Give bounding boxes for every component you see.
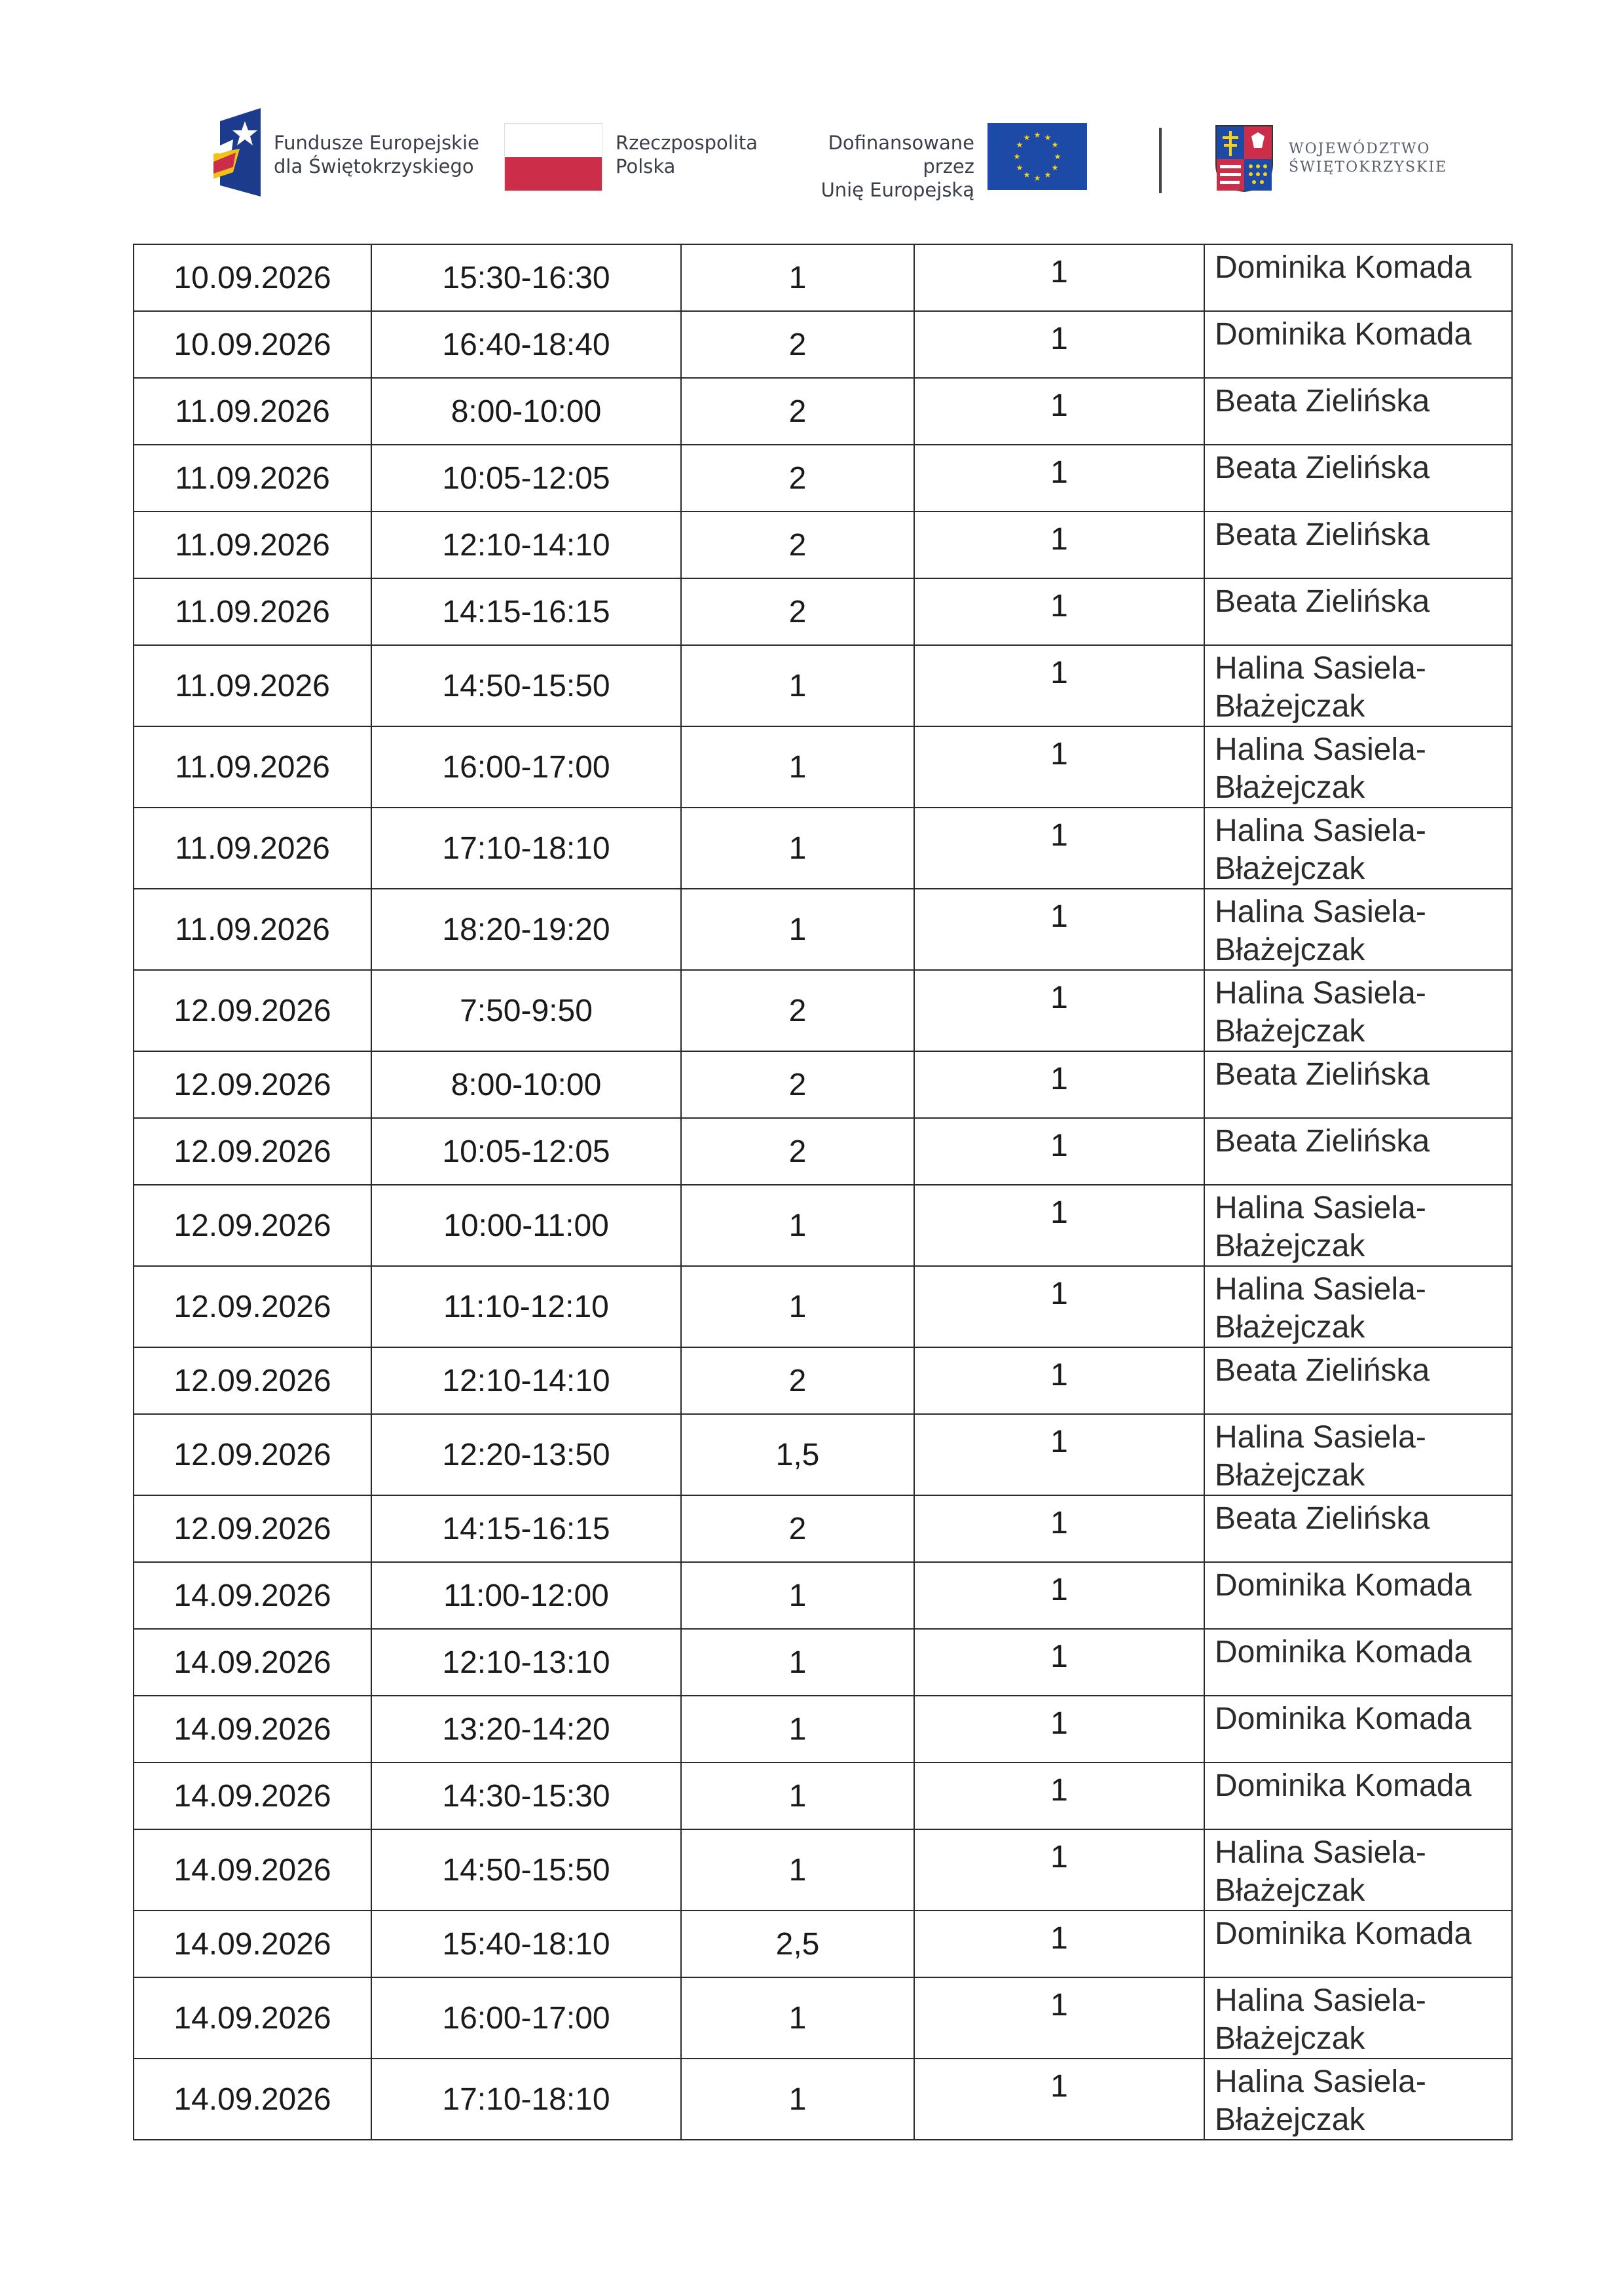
group-cell: 1 xyxy=(914,1696,1204,1763)
time-cell: 14:50-15:50 xyxy=(371,645,681,726)
time-cell: 11:00-12:00 xyxy=(371,1562,681,1629)
table-row xyxy=(134,1051,1512,1118)
time-cell: 12:10-14:10 xyxy=(371,512,681,578)
time-cell: 16:00-17:00 xyxy=(371,1977,681,2059)
group-cell: 1 xyxy=(914,311,1204,378)
trainer-name-cell: Dominika Komada xyxy=(1204,1629,1512,1696)
group-cell: 1 xyxy=(914,1118,1204,1185)
hours-cell: 1 xyxy=(681,889,914,970)
table-row xyxy=(134,1414,1512,1495)
hours-cell: 1 xyxy=(681,244,914,311)
table-row xyxy=(134,1562,1512,1629)
table-row xyxy=(134,1911,1512,1977)
trainer-name-cell: Dominika Komada xyxy=(1204,1911,1512,1977)
date-cell: 14.09.2026 xyxy=(134,1911,371,1977)
time-cell: 10:05-12:05 xyxy=(371,1118,681,1185)
group-cell: 1 xyxy=(914,1051,1204,1118)
time-cell: 16:00-17:00 xyxy=(371,726,681,808)
hours-cell: 1 xyxy=(681,1763,914,1829)
hours-cell: 2,5 xyxy=(681,1911,914,1977)
hours-cell: 1 xyxy=(681,1696,914,1763)
time-cell: 15:40-18:10 xyxy=(371,1911,681,1977)
time-cell: 14:50-15:50 xyxy=(371,1829,681,1911)
schedule-table-body xyxy=(134,244,1512,2140)
trainer-name-cell: Beata Zielińska xyxy=(1204,512,1512,578)
hours-cell: 2 xyxy=(681,1051,914,1118)
trainer-name-cell: Halina Sasiela-Błażejczak xyxy=(1204,1266,1512,1347)
time-cell: 16:40-18:40 xyxy=(371,311,681,378)
time-cell: 12:10-13:10 xyxy=(371,1629,681,1696)
date-cell: 14.09.2026 xyxy=(134,1629,371,1696)
date-cell: 11.09.2026 xyxy=(134,378,371,445)
hours-cell: 1 xyxy=(681,726,914,808)
trainer-name-cell: Dominika Komada xyxy=(1204,244,1512,311)
svg-text:★: ★ xyxy=(1044,170,1052,179)
swietokrzyskie-coat-of-arms-icon xyxy=(1215,124,1274,193)
group-cell: 1 xyxy=(914,512,1204,578)
table-row xyxy=(134,1347,1512,1414)
hours-cell: 2 xyxy=(681,578,914,645)
trainer-name-cell: Beata Zielińska xyxy=(1204,1495,1512,1562)
svg-text:★: ★ xyxy=(1013,152,1021,161)
table-row xyxy=(134,1629,1512,1696)
hours-cell: 1 xyxy=(681,645,914,726)
table-row xyxy=(134,889,1512,970)
group-cell: 1 xyxy=(914,1495,1204,1562)
svg-text:★: ★ xyxy=(1051,163,1059,172)
group-cell: 1 xyxy=(914,889,1204,970)
group-cell: 1 xyxy=(914,445,1204,512)
time-cell: 12:20-13:50 xyxy=(371,1414,681,1495)
date-cell: 11.09.2026 xyxy=(134,445,371,512)
wojewodztwo-label: WOJEWÓDZTWO ŚWIĘTOKRZYSKIE xyxy=(1289,141,1448,176)
date-cell: 11.09.2026 xyxy=(134,726,371,808)
date-cell: 11.09.2026 xyxy=(134,512,371,578)
polish-flag-icon xyxy=(504,123,602,191)
hours-cell: 1 xyxy=(681,1266,914,1347)
trainer-name-cell: Dominika Komada xyxy=(1204,311,1512,378)
trainer-name-cell: Halina Sasiela-Błażejczak xyxy=(1204,1977,1512,2059)
group-cell: 1 xyxy=(914,1829,1204,1911)
date-cell: 11.09.2026 xyxy=(134,808,371,889)
hours-cell: 2 xyxy=(681,1118,914,1185)
time-cell: 10:05-12:05 xyxy=(371,445,681,512)
date-cell: 12.09.2026 xyxy=(134,1347,371,1414)
time-cell: 12:10-14:10 xyxy=(371,1347,681,1414)
table-row xyxy=(134,1118,1512,1185)
hours-cell: 2 xyxy=(681,1495,914,1562)
table-row xyxy=(134,1696,1512,1763)
group-cell: 1 xyxy=(914,578,1204,645)
date-cell: 14.09.2026 xyxy=(134,1829,371,1911)
table-row xyxy=(134,1763,1512,1829)
trainer-name-cell: Halina Sasiela-Błażejczak xyxy=(1204,1829,1512,1911)
hours-cell: 1 xyxy=(681,1629,914,1696)
hours-cell: 2 xyxy=(681,970,914,1051)
table-row xyxy=(134,808,1512,889)
table-row xyxy=(134,2059,1512,2140)
svg-text:★: ★ xyxy=(1033,130,1041,140)
table-row xyxy=(134,1185,1512,1266)
group-cell: 1 xyxy=(914,1629,1204,1696)
time-cell: 13:20-14:20 xyxy=(371,1696,681,1763)
group-cell: 1 xyxy=(914,1347,1204,1414)
table-row xyxy=(134,1495,1512,1562)
trainer-name-cell: Beata Zielińska xyxy=(1204,445,1512,512)
group-cell: 1 xyxy=(914,1414,1204,1495)
time-cell: 17:10-18:10 xyxy=(371,808,681,889)
date-cell: 11.09.2026 xyxy=(134,889,371,970)
trainer-name-cell: Dominika Komada xyxy=(1204,1696,1512,1763)
time-cell: 7:50-9:50 xyxy=(371,970,681,1051)
svg-text:★: ★ xyxy=(1023,170,1031,179)
trainer-name-cell: Halina Sasiela-Błażejczak xyxy=(1204,889,1512,970)
trainer-name-cell: Halina Sasiela-Błażejczak xyxy=(1204,1185,1512,1266)
group-cell: 1 xyxy=(914,2059,1204,2140)
table-row xyxy=(134,512,1512,578)
hours-cell: 1,5 xyxy=(681,1414,914,1495)
dofinansowane-label: Dofinansowane przez Unię Europejską xyxy=(821,132,974,201)
schedule-table xyxy=(133,244,1513,2140)
trainer-name-cell: Beata Zielińska xyxy=(1204,1347,1512,1414)
hours-cell: 2 xyxy=(681,1347,914,1414)
svg-text:★: ★ xyxy=(1054,152,1061,161)
trainer-name-cell: Halina Sasiela-Błażejczak xyxy=(1204,970,1512,1051)
svg-text:★: ★ xyxy=(1033,174,1041,183)
hours-cell: 2 xyxy=(681,445,914,512)
date-cell: 12.09.2026 xyxy=(134,1185,371,1266)
table-row xyxy=(134,311,1512,378)
trainer-name-cell: Beata Zielińska xyxy=(1204,1118,1512,1185)
hours-cell: 1 xyxy=(681,1977,914,2059)
table-row xyxy=(134,1266,1512,1347)
time-cell: 15:30-16:30 xyxy=(371,244,681,311)
trainer-name-cell: Halina Sasiela-Błażejczak xyxy=(1204,1414,1512,1495)
trainer-name-cell: Halina Sasiela-Błażejczak xyxy=(1204,808,1512,889)
time-cell: 8:00-10:00 xyxy=(371,378,681,445)
hours-cell: 1 xyxy=(681,808,914,889)
fundusze-europejskie-label: Fundusze Europejskie dla Świętokrzyskiego xyxy=(274,132,479,177)
hours-cell: 2 xyxy=(681,378,914,445)
table-row xyxy=(134,645,1512,726)
date-cell: 14.09.2026 xyxy=(134,1562,371,1629)
group-cell: 1 xyxy=(914,970,1204,1051)
table-row xyxy=(134,970,1512,1051)
hours-cell: 1 xyxy=(681,2059,914,2140)
logo-header xyxy=(0,0,1624,216)
group-cell: 1 xyxy=(914,1763,1204,1829)
svg-text:★: ★ xyxy=(1016,163,1024,172)
date-cell: 12.09.2026 xyxy=(134,1051,371,1118)
table-row xyxy=(134,1829,1512,1911)
time-cell: 8:00-10:00 xyxy=(371,1051,681,1118)
table-row xyxy=(134,445,1512,512)
group-cell: 1 xyxy=(914,1266,1204,1347)
rzeczpospolita-polska-label: Rzeczpospolita Polska xyxy=(616,132,758,177)
trainer-name-cell: Dominika Komada xyxy=(1204,1562,1512,1629)
time-cell: 18:20-19:20 xyxy=(371,889,681,970)
date-cell: 11.09.2026 xyxy=(134,578,371,645)
header-divider xyxy=(1159,128,1162,193)
group-cell: 1 xyxy=(914,1562,1204,1629)
trainer-name-cell: Halina Sasiela-Błażejczak xyxy=(1204,2059,1512,2140)
group-cell: 1 xyxy=(914,1185,1204,1266)
time-cell: 11:10-12:10 xyxy=(371,1266,681,1347)
date-cell: 14.09.2026 xyxy=(134,1696,371,1763)
table-row xyxy=(134,726,1512,808)
group-cell: 1 xyxy=(914,645,1204,726)
date-cell: 12.09.2026 xyxy=(134,1118,371,1185)
svg-text:★: ★ xyxy=(1023,133,1031,142)
group-cell: 1 xyxy=(914,244,1204,311)
trainer-name-cell: Beata Zielińska xyxy=(1204,1051,1512,1118)
svg-text:★: ★ xyxy=(1016,140,1024,149)
time-cell: 14:15-16:15 xyxy=(371,1495,681,1562)
svg-text:★: ★ xyxy=(1044,133,1052,142)
hours-cell: 2 xyxy=(681,512,914,578)
table-row xyxy=(134,244,1512,311)
date-cell: 12.09.2026 xyxy=(134,1414,371,1495)
date-cell: 10.09.2026 xyxy=(134,311,371,378)
date-cell: 12.09.2026 xyxy=(134,1495,371,1562)
table-row xyxy=(134,578,1512,645)
hours-cell: 1 xyxy=(681,1562,914,1629)
time-cell: 10:00-11:00 xyxy=(371,1185,681,1266)
trainer-name-cell: Dominika Komada xyxy=(1204,1763,1512,1829)
table-row xyxy=(134,1977,1512,2059)
fundusze-europejskie-logo-icon xyxy=(213,108,261,196)
time-cell: 14:30-15:30 xyxy=(371,1763,681,1829)
date-cell: 12.09.2026 xyxy=(134,970,371,1051)
hours-cell: 2 xyxy=(681,311,914,378)
group-cell: 1 xyxy=(914,726,1204,808)
date-cell: 14.09.2026 xyxy=(134,1763,371,1829)
svg-text:★: ★ xyxy=(1051,140,1059,149)
hours-cell: 1 xyxy=(681,1185,914,1266)
group-cell: 1 xyxy=(914,378,1204,445)
eu-flag-icon xyxy=(987,123,1087,190)
date-cell: 14.09.2026 xyxy=(134,1977,371,2059)
schedule-table-wrapper xyxy=(133,244,1513,2140)
group-cell: 1 xyxy=(914,1911,1204,1977)
table-row xyxy=(134,378,1512,445)
date-cell: 11.09.2026 xyxy=(134,645,371,726)
hours-cell: 1 xyxy=(681,1829,914,1911)
time-cell: 17:10-18:10 xyxy=(371,2059,681,2140)
group-cell: 1 xyxy=(914,808,1204,889)
date-cell: 14.09.2026 xyxy=(134,2059,371,2140)
date-cell: 10.09.2026 xyxy=(134,244,371,311)
trainer-name-cell: Beata Zielińska xyxy=(1204,578,1512,645)
time-cell: 14:15-16:15 xyxy=(371,578,681,645)
trainer-name-cell: Halina Sasiela-Błażejczak xyxy=(1204,726,1512,808)
group-cell: 1 xyxy=(914,1977,1204,2059)
trainer-name-cell: Beata Zielińska xyxy=(1204,378,1512,445)
trainer-name-cell: Halina Sasiela-Błażejczak xyxy=(1204,645,1512,726)
date-cell: 12.09.2026 xyxy=(134,1266,371,1347)
